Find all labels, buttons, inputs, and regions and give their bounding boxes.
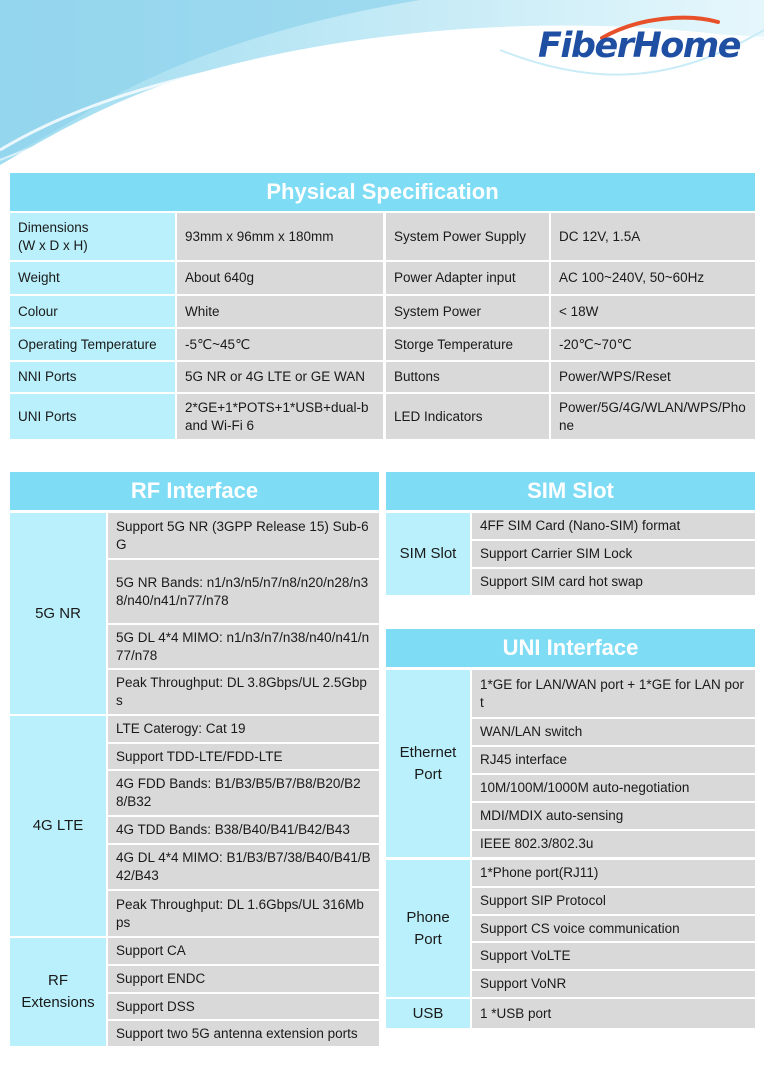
spec-label: Power Adapter input [386,262,549,294]
spec-label: Storge Temperature [386,329,549,360]
rf-group-label: 4G LTE [10,716,106,936]
rf-item: 4G FDD Bands: B1/B3/B5/B7/B8/B20/B28/B32 [108,771,379,815]
spec-value: DC 12V, 1.5A [551,213,755,260]
uni-item: 1 *USB port [472,999,755,1028]
spec-label: UNI Ports [10,394,175,439]
rf-item: 5G DL 4*4 MIMO: n1/n3/n7/n38/n40/n41/n77/n78 [108,625,379,668]
spec-label: NNI Ports [10,362,175,392]
spec-value: 93mm x 96mm x 180mm [177,213,383,260]
uni-item: RJ45 interface [472,747,755,773]
spec-label: Weight [10,262,175,294]
uni-item: Support SIP Protocol [472,888,755,914]
fiberhome-logo: FiberHome [538,26,741,66]
rf-item: Support CA [108,938,379,964]
spec-value: -20℃~70℃ [551,329,755,360]
rf-group-label: RF Extensions [10,938,106,1046]
rf-item: Support TDD-LTE/FDD-LTE [108,744,379,769]
spec-value: -5℃~45℃ [177,329,383,360]
rf-item: Peak Throughput: DL 1.6Gbps/UL 316Mbps [108,891,379,936]
uni-group-label: Ethernet Port [386,670,470,857]
spec-label: Buttons [386,362,549,392]
sim-item: Support Carrier SIM Lock [472,541,755,567]
sim-item: Support SIM card hot swap [472,569,755,595]
uni-item: IEEE 802.3/802.3u [472,831,755,857]
rf-interface-title: RF Interface [10,472,379,510]
rf-item: Support two 5G antenna extension ports [108,1021,379,1046]
uni-item: MDI/MDIX auto-sensing [472,803,755,829]
uni-item: Support VoLTE [472,943,755,969]
rf-item: Support DSS [108,994,379,1019]
spec-value: White [177,296,383,327]
rf-item: 4G TDD Bands: B38/B40/B41/B42/B43 [108,817,379,843]
spec-label: Dimensions (W x D x H) [10,213,175,260]
rf-item: Peak Throughput: DL 3.8Gbps/UL 2.5Gbps [108,670,379,714]
uni-item: Support CS voice communication [472,916,755,941]
spec-label: System Power Supply [386,213,549,260]
spec-value: 2*GE+1*POTS+1*USB+dual-band Wi-Fi 6 [177,394,383,439]
uni-interface-title: UNI Interface [386,629,755,667]
uni-group-label: USB [386,999,470,1028]
uni-item: 1*Phone port(RJ11) [472,860,755,886]
uni-item: 1*GE for LAN/WAN port + 1*GE for LAN port [472,670,755,717]
spec-value: AC 100~240V, 50~60Hz [551,262,755,294]
spec-value: 5G NR or 4G LTE or GE WAN [177,362,383,392]
spec-value: Power/WPS/Reset [551,362,755,392]
rf-group-label: 5G NR [10,513,106,714]
spec-label: Colour [10,296,175,327]
uni-group-label: Phone Port [386,860,470,997]
uni-item: Support VoNR [472,971,755,997]
spec-value: Power/5G/4G/WLAN/WPS/Phone [551,394,755,439]
rf-item: 5G NR Bands: n1/n3/n5/n7/n8/n20/n28/n38/n40/n41/n77/n78 [108,560,379,623]
physical-spec-title: Physical Specification [10,173,755,211]
rf-item: 4G DL 4*4 MIMO: B1/B3/B7/38/B40/B41/B42/B43 [108,845,379,889]
uni-item: WAN/LAN switch [472,719,755,745]
rf-item: Support ENDC [108,966,379,992]
spec-value: About 640g [177,262,383,294]
spec-label: LED Indicators [386,394,549,439]
spec-label: Operating Temperature [10,329,175,360]
sim-slot-title: SIM Slot [386,472,755,510]
uni-item: 10M/100M/1000M auto-negotiation [472,775,755,801]
rf-item: Support 5G NR (3GPP Release 15) Sub-6G [108,513,379,558]
spec-value: < 18W [551,296,755,327]
spec-label: System Power [386,296,549,327]
rf-item: LTE Caterogy: Cat 19 [108,716,379,742]
sim-item: 4FF SIM Card (Nano-SIM) format [472,513,755,539]
sim-slot-label: SIM Slot [386,513,470,595]
